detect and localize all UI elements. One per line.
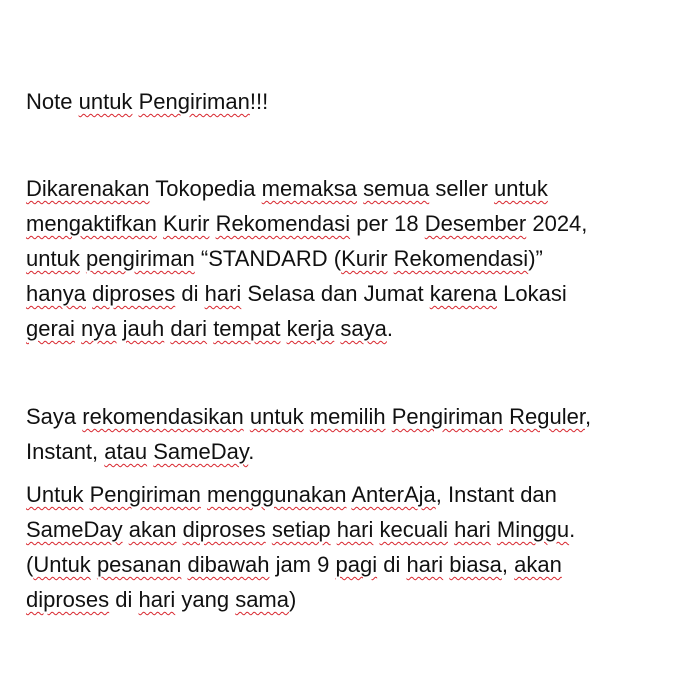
document-body (26, 84, 676, 617)
paragraph-line: hanya diproses di hari Selasa dan Jumat karena Lokasi (26, 281, 567, 306)
paragraph-line: gerai nya jauh dari tempat kerja saya. (26, 316, 393, 341)
paragraph-line: Dikarenakan Tokopedia memaksa semua seller untuk (26, 176, 548, 201)
paragraph-line: SameDay akan diproses setiap hari kecuali hari Minggu. (26, 517, 576, 542)
paragraph-tokopedia-notice (26, 171, 676, 346)
title-line: Note untuk Pengiriman!!! (26, 89, 269, 114)
paragraph-line: diproses di hari yang sama) (26, 587, 297, 612)
paragraph-line: (Untuk pesanan dibawah jam 9 pagi di hari biasa, akan (26, 552, 562, 577)
paragraph-recommendation (26, 399, 676, 469)
document-title (26, 84, 676, 119)
paragraph-line: Untuk Pengiriman menggunakan AnterAja, Instant dan (26, 482, 557, 507)
paragraph-line: Instant, atau SameDay. (26, 439, 255, 464)
paragraph-anteraja-schedule (26, 477, 676, 617)
paragraph-line: untuk pengiriman “STANDARD (Kurir Rekomendasi)” (26, 246, 543, 271)
paragraph-line: Saya rekomendasikan untuk memilih Pengiriman Reguler, (26, 404, 592, 429)
paragraph-line: mengaktifkan Kurir Rekomendasi per 18 Desember 2024, (26, 211, 588, 236)
